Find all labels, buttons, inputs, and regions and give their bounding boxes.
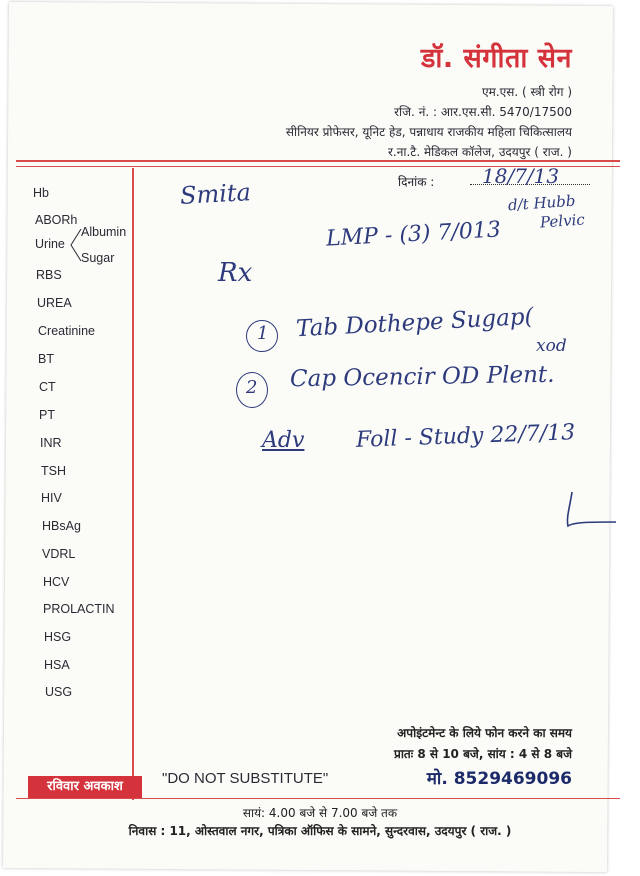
test-hsg: HSG <box>44 630 72 644</box>
mobile-number: मो. 8529469096 <box>426 769 572 789</box>
test-inr: INR <box>40 436 62 450</box>
appointment-info <box>394 724 572 789</box>
qualification: एम.एस. ( स्त्री रोग ) <box>482 85 572 99</box>
evening-timing: सायं: 4.00 बजे से 7.00 बजे तक <box>242 806 398 820</box>
rx-line-3-adv: Adv <box>262 428 305 453</box>
item-1-number: 1 <box>257 323 269 344</box>
lmp-handwritten: LMP - (3) 7/013 <box>325 217 502 252</box>
test-albumin: Albumin <box>81 225 127 239</box>
rx-line-1b: xod <box>536 336 567 356</box>
rx-line-2: Cap Ocencir OD Plent. <box>289 361 555 393</box>
letterhead <box>286 38 572 160</box>
do-not-substitute-text: "DO NOT SUBSTITUTE" <box>162 770 329 787</box>
appointment-hours: प्रातः 8 से 10 बजे, सांय : 4 से 8 बजे <box>394 747 572 761</box>
header-divider-thick <box>16 160 620 162</box>
test-hcv: HCV <box>43 575 70 589</box>
designation: सीनियर प्रोफेसर, यूनिट हेड, पन्नाधाय राजकीय महिला चिकित्सालय <box>285 125 572 139</box>
test-hb: Hb <box>33 186 49 200</box>
test-urine: Urine <box>35 237 65 251</box>
note-top-right-2: Pelvic <box>539 210 586 232</box>
test-bt: BT <box>38 352 54 366</box>
college: र.ना.टै. मेडिकल कॉलेज, उदयपुर ( राज. ) <box>387 145 572 159</box>
doctor-name: डॉ. संगीता सेन <box>420 43 572 74</box>
test-urea: UREA <box>37 296 72 310</box>
test-prolactin: PROLACTIN <box>43 602 115 616</box>
test-rbs: RBS <box>36 268 62 282</box>
test-usg: USG <box>45 685 73 699</box>
rx-line-1: Tab Dothepe Sugap( <box>295 303 535 343</box>
test-hsa: HSA <box>44 658 70 672</box>
test-vdrl: VDRL <box>42 547 76 561</box>
rx-line-3: Foll - Study 22/7/13 <box>355 420 576 453</box>
note-top-right-1: d/t Hubb <box>507 191 576 215</box>
patient-name-handwritten: Smita <box>179 178 252 210</box>
residence-address: निवास : 11, ओस्तवाल नगर, पत्रिका ऑफिस के सामने, सुन्दरवास, उदयपुर ( राज. ) <box>128 824 512 838</box>
date-label: दिनांक : <box>398 175 435 189</box>
rx-symbol: Rx <box>218 258 253 288</box>
sunday-closed-badge: रविवार अवकाश <box>28 776 142 798</box>
test-sugar: Sugar <box>81 251 115 265</box>
test-hiv: HIV <box>41 491 62 505</box>
test-creatinine: Creatinine <box>38 324 95 338</box>
test-aborh: ABORh <box>35 213 78 227</box>
item-2-number: 2 <box>246 377 258 398</box>
date-handwritten: 18/7/13 <box>482 164 560 188</box>
test-pt: PT <box>39 408 55 422</box>
footer-divider <box>16 798 620 799</box>
test-tsh: TSH <box>41 464 66 478</box>
test-ct: CT <box>39 380 56 394</box>
test-hbsag: HBsAg <box>42 519 81 533</box>
registration-number: रजि. नं. : आर.एस.सी. 5470/17500 <box>394 105 572 119</box>
test-column-divider <box>132 168 134 800</box>
appointment-timing-label: अपोइंटमेन्ट के लिये फोन करने का समय <box>397 726 572 740</box>
signature-mark <box>560 488 620 538</box>
